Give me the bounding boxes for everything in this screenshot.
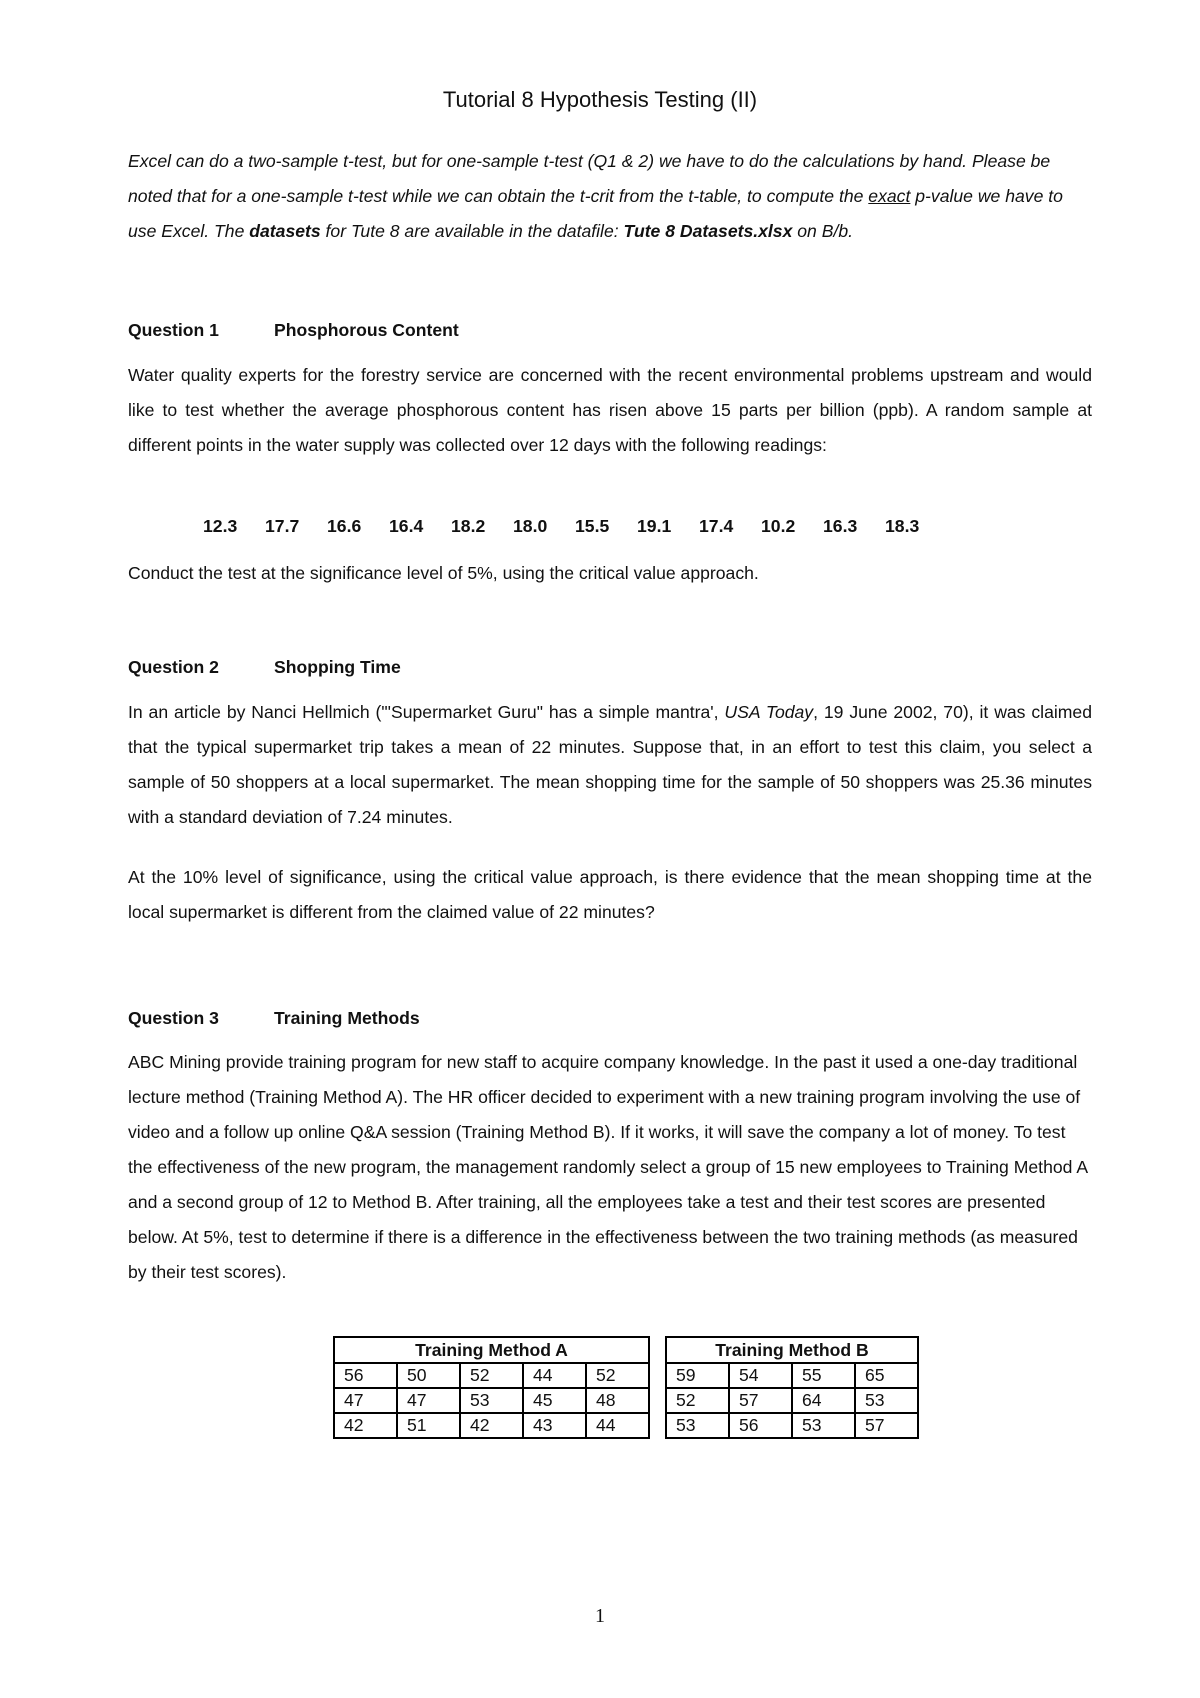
table-cell: 57 bbox=[855, 1413, 918, 1438]
reading-value: 17.4 bbox=[699, 516, 734, 536]
table-row bbox=[666, 1413, 918, 1438]
table-cell: 50 bbox=[397, 1363, 460, 1388]
table-row bbox=[666, 1363, 918, 1388]
table-cell: 53 bbox=[792, 1413, 855, 1438]
intro-text-2: p-value we have to use Excel. The bbox=[128, 186, 1063, 241]
intro-paragraph bbox=[128, 144, 1092, 249]
reading-value: 15.5 bbox=[575, 516, 610, 536]
table-cell: 52 bbox=[586, 1363, 649, 1388]
q3-number: Question 3 bbox=[128, 1008, 219, 1028]
table-cell: 42 bbox=[460, 1413, 523, 1438]
reading-value: 16.6 bbox=[327, 516, 362, 536]
training-method-b-table bbox=[665, 1336, 919, 1439]
table-row bbox=[666, 1388, 918, 1413]
q2-text-b: , 19 June 2002, 70), it was claimed that the typical supermarket trip takes a mean of 22 minutes. Suppose that, in an effort to test this claim, you select a sample of 50 shoppers at a local supermarket. The mean shopping time for the sample of 50 shoppers was 25.36 minutes with a standard deviation of 7.24 minutes. bbox=[128, 702, 1092, 827]
table-cell: 44 bbox=[523, 1363, 586, 1388]
table-row bbox=[334, 1388, 649, 1413]
q2-paragraph-1 bbox=[128, 695, 1092, 835]
intro-text-1: Excel can do a two-sample t-test, but for one-sample t-test (Q1 & 2) we have to do the calculations by hand. Please be noted that for a one-sample t-test while we can obtain the t-crit from the t-table, to compute the bbox=[128, 151, 1051, 206]
intro-datasets: datasets bbox=[249, 221, 321, 241]
q1-title: Phosphorous Content bbox=[274, 320, 459, 340]
q3-paragraph: ABC Mining provide training program for new staff to acquire company knowledge. In the past it used a one-day traditional lecture method (Training Method A). The HR officer decided to experiment with a new training program involving the use of video and a follow up online Q&A session (Training Method B). If it works, it will save the company a lot of money. To test the effectiveness of the new program, the management randomly select a group of 15 new employees to Training Method A and a second group of 12 to Method B. After training, all the employees take a test and their test scores are presented below. At 5%, test to determine if there is a difference in the effectiveness between the two training methods (as measured by their test scores). bbox=[128, 1052, 1088, 1282]
table-cell: 65 bbox=[855, 1363, 918, 1388]
q1-readings bbox=[203, 514, 947, 538]
page-number: 1 bbox=[595, 1605, 605, 1627]
table-cell: 45 bbox=[523, 1388, 586, 1413]
q3-title: Training Methods bbox=[274, 1008, 420, 1028]
table-cell: 53 bbox=[460, 1388, 523, 1413]
table-cell: 44 bbox=[586, 1413, 649, 1438]
reading-value: 18.2 bbox=[451, 516, 486, 536]
q2-text-a: In an article by Nanci Hellmich ("'Supermarket Guru" has a simple mantra', bbox=[128, 702, 725, 722]
table-cell: 64 bbox=[792, 1388, 855, 1413]
table-row bbox=[334, 1413, 649, 1438]
table-row bbox=[334, 1363, 649, 1388]
table-cell: 56 bbox=[729, 1413, 792, 1438]
intro-text-4: on B/b. bbox=[792, 221, 854, 241]
q1-heading bbox=[128, 318, 459, 342]
table-cell: 52 bbox=[666, 1388, 729, 1413]
intro-exact: exact bbox=[868, 186, 911, 206]
q2-paragraph-2: At the 10% level of significance, using the critical value approach, is there evidence that the mean shopping time at the local supermarket is different from the claimed value of 22 minutes? bbox=[128, 867, 1092, 922]
q2-number: Question 2 bbox=[128, 657, 219, 677]
table-a-header: Training Method A bbox=[334, 1337, 649, 1363]
table-cell: 56 bbox=[334, 1363, 397, 1388]
reading-value: 16.4 bbox=[389, 516, 424, 536]
q2-heading bbox=[128, 655, 401, 679]
table-cell: 51 bbox=[397, 1413, 460, 1438]
reading-value: 18.0 bbox=[513, 516, 548, 536]
table-cell: 47 bbox=[397, 1388, 460, 1413]
q3-heading bbox=[128, 1006, 420, 1030]
intro-filename: Tute 8 Datasets.xlsx bbox=[623, 221, 793, 241]
table-cell: 48 bbox=[586, 1388, 649, 1413]
table-cell: 42 bbox=[334, 1413, 397, 1438]
reading-value: 12.3 bbox=[203, 516, 238, 536]
table-cell: 59 bbox=[666, 1363, 729, 1388]
table-cell: 57 bbox=[729, 1388, 792, 1413]
q2-title: Shopping Time bbox=[274, 657, 401, 677]
table-cell: 54 bbox=[729, 1363, 792, 1388]
intro-text-3: for Tute 8 are available in the datafile: bbox=[320, 221, 624, 241]
table-b-header: Training Method B bbox=[666, 1337, 918, 1363]
q1-number: Question 1 bbox=[128, 320, 219, 340]
table-cell: 53 bbox=[666, 1413, 729, 1438]
reading-value: 18.3 bbox=[885, 516, 920, 536]
reading-value: 10.2 bbox=[761, 516, 796, 536]
page-title: Tutorial 8 Hypothesis Testing (II) bbox=[442, 87, 758, 112]
table-cell: 43 bbox=[523, 1413, 586, 1438]
q1-instruction: Conduct the test at the significance level of 5%, using the critical value approach. bbox=[128, 563, 759, 583]
training-method-a-table bbox=[333, 1336, 650, 1439]
reading-value: 19.1 bbox=[637, 516, 672, 536]
table-cell: 47 bbox=[334, 1388, 397, 1413]
q2-source: USA Today bbox=[724, 702, 814, 722]
table-cell: 53 bbox=[855, 1388, 918, 1413]
table-cell: 55 bbox=[792, 1363, 855, 1388]
table-cell: 52 bbox=[460, 1363, 523, 1388]
reading-value: 17.7 bbox=[265, 516, 300, 536]
reading-value: 16.3 bbox=[823, 516, 858, 536]
q1-paragraph: Water quality experts for the forestry service are concerned with the recent environmental problems upstream and would like to test whether the average phosphorous content has risen above 15 parts per billion (ppb). A random sample at different points in the water supply was collected over 12 days with the following readings: bbox=[128, 365, 1092, 455]
